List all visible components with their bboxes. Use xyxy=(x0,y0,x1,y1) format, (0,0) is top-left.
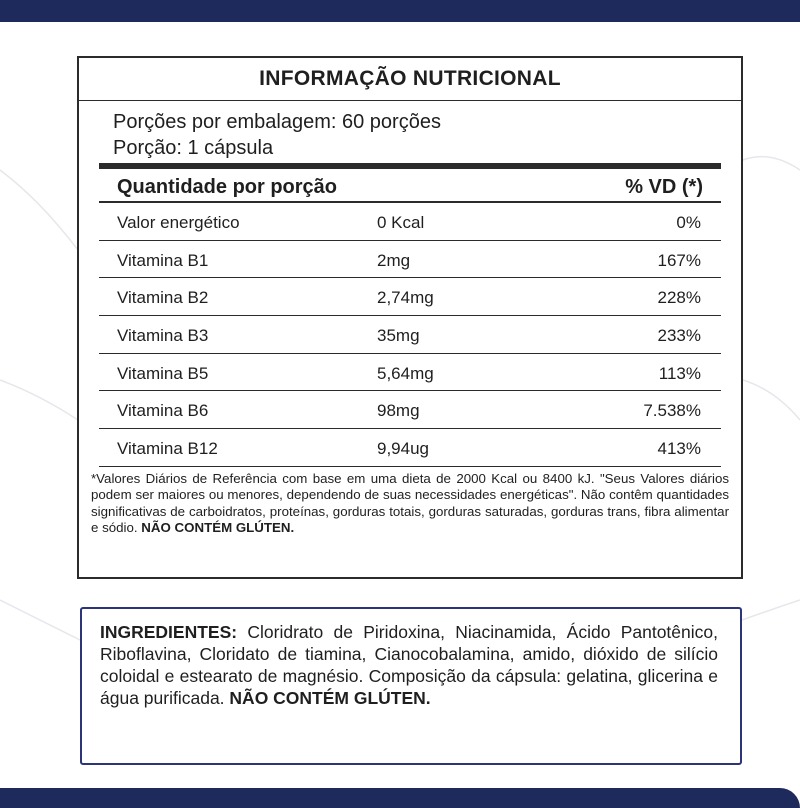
footnote-text: *Valores Diários de Referência com base em uma dieta de 2000 Kcal ou 8400 kJ. "Seus Valores diários podem ser maiores ou menores, dependendo de suas necessidades energéticas". Não contêm quantidades significativas de carboidratos, proteínas, gorduras totais, gorduras saturadas, gorduras trans, fibra alimentar e sódio. xyxy=(91,470,729,536)
nutrient-dv: 113% xyxy=(658,363,701,383)
ingredients-box xyxy=(80,607,742,765)
header-daily-value: % VD (*) xyxy=(625,176,703,198)
nutrient-dv: 0% xyxy=(676,213,701,232)
table-row xyxy=(99,241,721,279)
bottom-banner xyxy=(0,788,800,808)
gluten-free-notice: NÃO CONTÉM GLÚTEN. xyxy=(141,520,295,536)
table-row xyxy=(99,354,721,392)
nutrient-dv: 233% xyxy=(657,326,701,346)
header-amount: Quantidade por porção xyxy=(117,176,338,198)
table-row xyxy=(99,203,721,241)
nutrition-title: INFORMAÇÃO NUTRICIONAL xyxy=(79,58,741,101)
ingredients-gluten-warning: NÃO CONTÉM GLÚTEN. xyxy=(229,688,431,708)
table-row xyxy=(99,278,721,316)
nutrient-name: Vitamina B3 xyxy=(117,326,209,346)
nutrient-dv: 167% xyxy=(657,250,701,270)
nutrient-rows xyxy=(99,203,721,467)
servings-per-package: Porções por embalagem: 60 porções xyxy=(113,111,441,133)
table-row xyxy=(99,316,721,354)
ingredients-text: Cloridrato de Piridoxina, Niacinamida, Ácido Pantotênico, Riboflavina, Cloridato de tiamina, Cianocobalamina, amido, dióxido de silício coloidal e estearato de magnésio. Composição da cápsula: gelatina, glicerina e água purificada. xyxy=(100,622,718,708)
nutrition-footnote xyxy=(79,471,741,537)
nutrient-amount: 2,74mg xyxy=(377,288,434,308)
nutrient-name: Vitamina B12 xyxy=(117,439,218,459)
nutrient-amount: 98mg xyxy=(377,401,420,421)
ingredients-label: INGREDIENTES: xyxy=(100,622,238,642)
nutrient-name: Vitamina B1 xyxy=(117,250,209,270)
nutrient-dv: 7.538% xyxy=(643,401,701,421)
serving-info xyxy=(79,101,741,163)
nutrient-amount: 0 Kcal xyxy=(377,213,425,232)
nutrient-dv: 413% xyxy=(657,439,701,459)
nutrient-name: Vitamina B6 xyxy=(117,401,209,421)
nutrient-amount: 35mg xyxy=(377,326,420,346)
table-row xyxy=(99,391,721,429)
nutrient-name: Vitamina B5 xyxy=(117,363,209,383)
table-header xyxy=(99,163,721,203)
nutrient-name: Vitamina B2 xyxy=(117,288,209,308)
serving-size: Porção: 1 cápsula xyxy=(113,137,274,159)
nutrition-facts-table xyxy=(77,56,743,579)
nutrient-amount: 9,94ug xyxy=(377,439,429,459)
table-row xyxy=(99,429,721,467)
nutrient-name: Valor energético xyxy=(117,213,240,232)
nutrient-dv: 228% xyxy=(657,288,701,308)
nutrient-amount: 5,64mg xyxy=(377,363,434,383)
nutrient-amount: 2mg xyxy=(377,250,411,270)
